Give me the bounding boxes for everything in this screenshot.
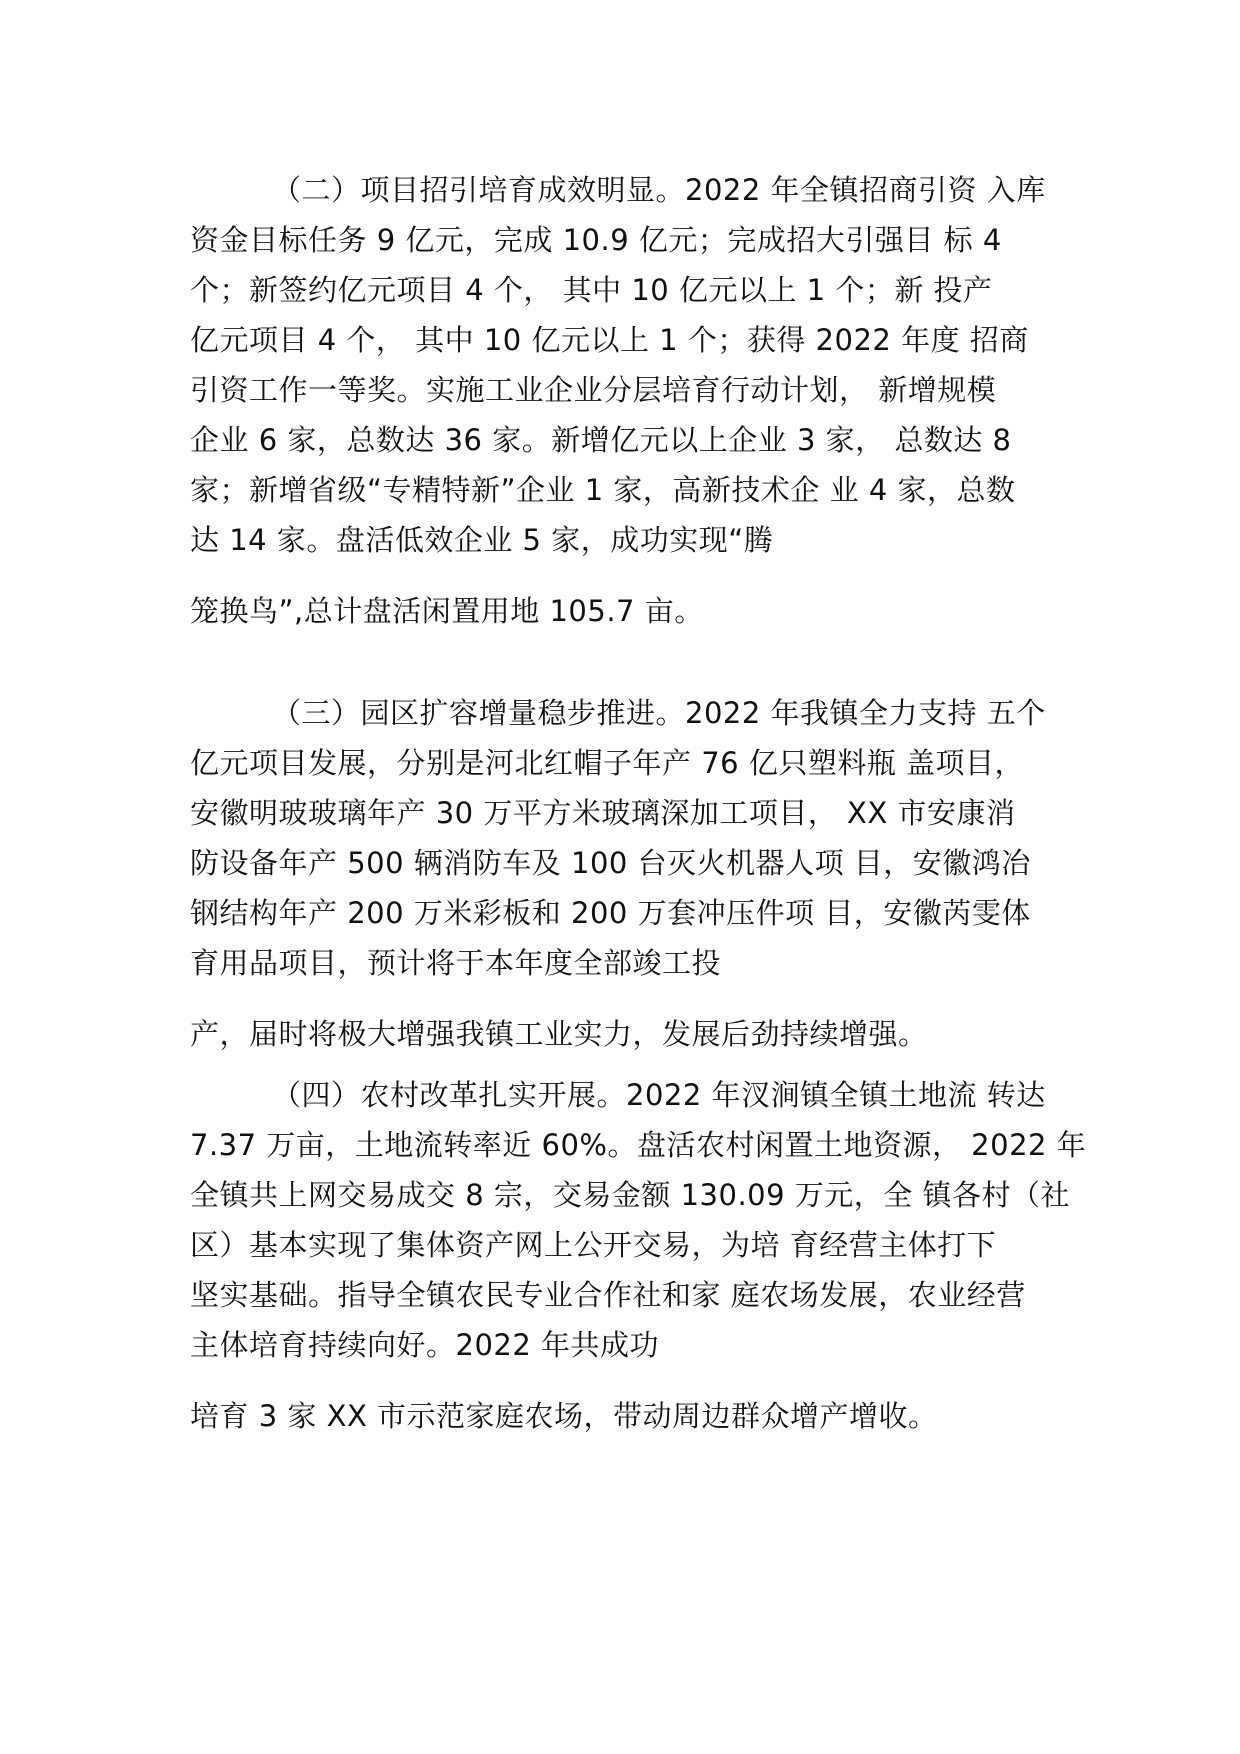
paragraph-line: 培育 3 家 XX 市示范家庭农场，带动周边群众增产增收。 — [190, 1399, 938, 1433]
paragraph-line: 防设备年产 500 辆消防车及 100 台灭火机器人项 目，安徽鸿冶 — [190, 846, 1031, 880]
paragraph-line: （二）项目招引培育成效明显。2022 年全镇招商引资 入库 — [272, 173, 1046, 207]
paragraph-line: 笼换鸟”,总计盘活闲置用地 105.7 亩。 — [190, 594, 704, 628]
paragraph-line: 钢结构年产 200 万米彩板和 200 万套冲压件项 目，安徽芮雯体 — [190, 896, 1031, 930]
paragraph-line: 产，届时将极大增强我镇工业实力，发展后劲持续增强。 — [190, 1017, 928, 1051]
paragraph-line: 家；新增省级“专精特新”企业 1 家，高新技术企 业 4 家，总数 — [190, 473, 1016, 507]
paragraph-line: 全镇共上网交易成交 8 宗，交易金额 130.09 万元，全 镇各村（社 — [190, 1178, 1071, 1212]
paragraph-line: 企业 6 家，总数达 36 家。新增亿元以上企业 3 家， 总数达 8 — [190, 423, 1012, 457]
paragraph-line: 个；新签约亿元项目 4 个， 其中 10 亿元以上 1 个；新 投产 — [190, 273, 993, 307]
paragraph-line: （三）园区扩容增量稳步推进。2022 年我镇全力支持 五个 — [272, 696, 1046, 730]
paragraph-line: 亿元项目发展，分别是河北红帽子年产 76 亿只塑料瓶 盖项目， — [190, 746, 1025, 780]
paragraph-line: 安徽明玻玻璃年产 30 万平方米玻璃深加工项目， XX 市安康消 — [190, 796, 1016, 830]
paragraph-line: 主体培育持续向好。2022 年共成功 — [190, 1328, 660, 1362]
paragraph-line: 区）基本实现了集体资产网上公开交易，为培 育经营主体打下 — [190, 1228, 997, 1262]
paragraph-line: 引资工作一等奖。实施工业企业分层培育行动计划， 新增规模 — [190, 373, 997, 407]
paragraph-line: 资金目标任务 9 亿元，完成 10.9 亿元；完成招大引强目 标 4 — [190, 223, 1002, 257]
paragraph-line: 坚实基础。指导全镇农民专业合作社和家 庭农场发展，农业经营 — [190, 1278, 1026, 1312]
paragraph-line: 育用品项目，预计将于本年度全部竣工投 — [190, 946, 722, 980]
paragraph-line: 亿元项目 4 个， 其中 10 亿元以上 1 个；获得 2022 年度 招商 — [190, 323, 1029, 357]
paragraph-line: （四）农村改革扎实开展。2022 年汊涧镇全镇土地流 转达 — [272, 1078, 1046, 1112]
paragraph-line: 达 14 家。盘活低效企业 5 家，成功实现“腾 — [190, 523, 774, 557]
paragraph-line: 7.37 万亩，土地流转率近 60%。盘活农村闲置土地资源， 2022 年 — [190, 1128, 1087, 1162]
